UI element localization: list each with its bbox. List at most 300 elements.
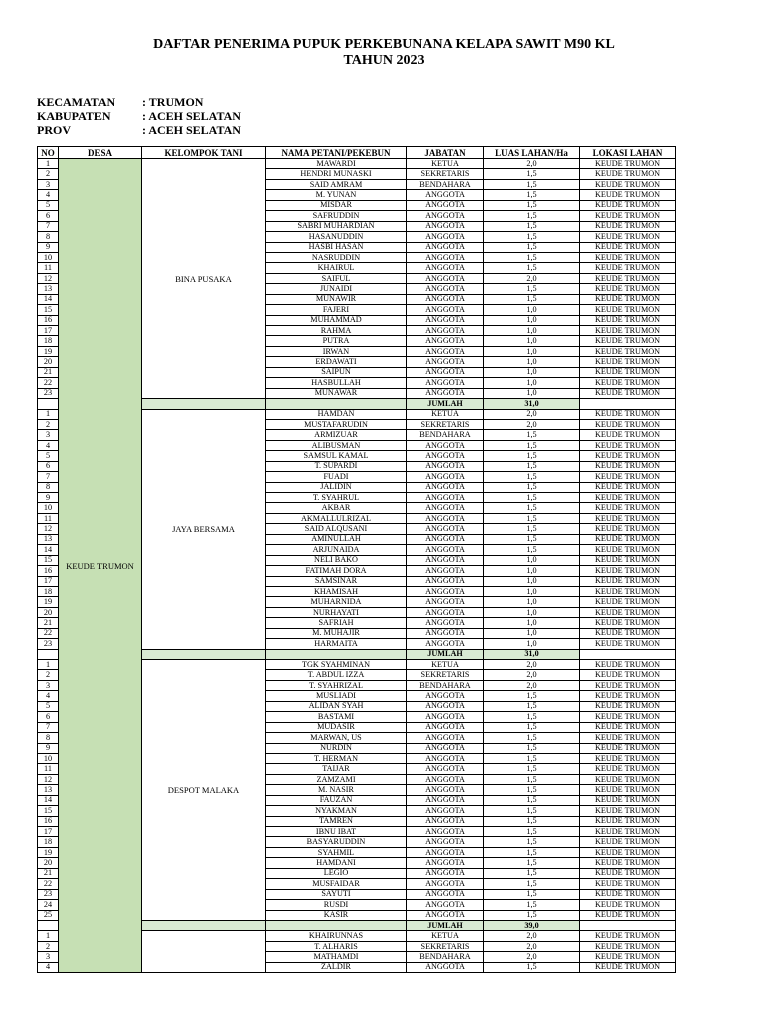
jabatan-cell: ANGGOTA bbox=[407, 816, 484, 826]
lokasi-lahan-cell: KEUDE TRUMON bbox=[580, 586, 676, 596]
luas-lahan-cell: 1,0 bbox=[484, 326, 580, 336]
luas-lahan-cell: 1,5 bbox=[484, 879, 580, 889]
row-number-cell: 9 bbox=[38, 493, 59, 503]
jabatan-cell: ANGGOTA bbox=[407, 357, 484, 367]
nama-cell: HAMDAN bbox=[266, 409, 407, 419]
jabatan-cell: ANGGOTA bbox=[407, 263, 484, 273]
luas-lahan-cell: 1,5 bbox=[484, 211, 580, 221]
lokasi-lahan-cell: KEUDE TRUMON bbox=[580, 221, 676, 231]
row-number-cell: 19 bbox=[38, 597, 59, 607]
jabatan-cell: ANGGOTA bbox=[407, 858, 484, 868]
kelompok-tani-cell: DESPOT MALAKA bbox=[142, 660, 266, 921]
jumlah-label: JUMLAH bbox=[407, 649, 484, 659]
lokasi-lahan-cell: KEUDE TRUMON bbox=[580, 774, 676, 784]
row-number-cell: 14 bbox=[38, 545, 59, 555]
lokasi-lahan-cell: KEUDE TRUMON bbox=[580, 931, 676, 941]
lokasi-lahan-cell: KEUDE TRUMON bbox=[580, 534, 676, 544]
jabatan-cell: KETUA bbox=[407, 159, 484, 169]
row-number-cell: 22 bbox=[38, 628, 59, 638]
nama-cell: IBNU IBAT bbox=[266, 827, 407, 837]
jabatan-cell: ANGGOTA bbox=[407, 451, 484, 461]
nama-cell: SYAHMIL bbox=[266, 847, 407, 857]
nama-cell: ARMIZUAR bbox=[266, 430, 407, 440]
luas-lahan-cell: 1,0 bbox=[484, 555, 580, 565]
column-header: LOKASI LAHAN bbox=[580, 147, 676, 159]
nama-cell: T. ALHARIS bbox=[266, 941, 407, 951]
luas-lahan-cell: 1,5 bbox=[484, 524, 580, 534]
jabatan-cell: ANGGOTA bbox=[407, 555, 484, 565]
lokasi-lahan-cell: KEUDE TRUMON bbox=[580, 722, 676, 732]
row-number-cell: 18 bbox=[38, 336, 59, 346]
row-number-cell: 9 bbox=[38, 242, 59, 252]
luas-lahan-cell: 1,0 bbox=[484, 597, 580, 607]
nama-cell: MUNAWIR bbox=[266, 294, 407, 304]
jabatan-cell: BENDAHARA bbox=[407, 952, 484, 962]
luas-lahan-cell: 1,5 bbox=[484, 545, 580, 555]
luas-lahan-cell: 2,0 bbox=[484, 273, 580, 283]
lokasi-lahan-cell: KEUDE TRUMON bbox=[580, 952, 676, 962]
luas-lahan-cell: 1,5 bbox=[484, 837, 580, 847]
luas-lahan-cell: 1,5 bbox=[484, 232, 580, 242]
row-number-cell: 21 bbox=[38, 367, 59, 377]
luas-lahan-cell: 1,5 bbox=[484, 200, 580, 210]
nama-cell: ARJUNAIDA bbox=[266, 545, 407, 555]
row-number-cell: 17 bbox=[38, 827, 59, 837]
row-number-cell: 17 bbox=[38, 576, 59, 586]
row-number-cell: 21 bbox=[38, 618, 59, 628]
jabatan-cell: ANGGOTA bbox=[407, 513, 484, 523]
luas-lahan-cell: 1,0 bbox=[484, 586, 580, 596]
luas-lahan-cell: 1,5 bbox=[484, 430, 580, 440]
lokasi-lahan-cell: KEUDE TRUMON bbox=[580, 566, 676, 576]
nama-cell: JALIDIN bbox=[266, 482, 407, 492]
luas-lahan-cell: 1,0 bbox=[484, 378, 580, 388]
lokasi-lahan-cell: KEUDE TRUMON bbox=[580, 701, 676, 711]
row-number-cell: 5 bbox=[38, 701, 59, 711]
nama-cell: HASBULLAH bbox=[266, 378, 407, 388]
empty-cell bbox=[580, 920, 676, 930]
jabatan-cell: ANGGOTA bbox=[407, 827, 484, 837]
nama-cell: MUNAWAR bbox=[266, 388, 407, 398]
lokasi-lahan-cell: KEUDE TRUMON bbox=[580, 211, 676, 221]
luas-lahan-cell: 1,5 bbox=[484, 900, 580, 910]
lokasi-lahan-cell: KEUDE TRUMON bbox=[580, 440, 676, 450]
jabatan-cell: ANGGOTA bbox=[407, 879, 484, 889]
row-number-cell: 16 bbox=[38, 566, 59, 576]
luas-lahan-cell: 1,5 bbox=[484, 827, 580, 837]
luas-lahan-cell: 1,5 bbox=[484, 179, 580, 189]
luas-lahan-cell: 1,5 bbox=[484, 722, 580, 732]
lokasi-lahan-cell: KEUDE TRUMON bbox=[580, 639, 676, 649]
luas-lahan-cell: 2,0 bbox=[484, 409, 580, 419]
row-number-cell: 24 bbox=[38, 900, 59, 910]
row-number-cell: 4 bbox=[38, 440, 59, 450]
row-number-cell: 2 bbox=[38, 169, 59, 179]
jabatan-cell: SEKRETARIS bbox=[407, 419, 484, 429]
lokasi-lahan-cell: KEUDE TRUMON bbox=[580, 785, 676, 795]
lokasi-lahan-cell: KEUDE TRUMON bbox=[580, 378, 676, 388]
luas-lahan-cell: 1,5 bbox=[484, 263, 580, 273]
header-value: : TRUMON bbox=[142, 95, 204, 109]
jabatan-cell: ANGGOTA bbox=[407, 305, 484, 315]
luas-lahan-cell: 1,5 bbox=[484, 764, 580, 774]
luas-lahan-cell: 1,5 bbox=[484, 284, 580, 294]
jabatan-cell: ANGGOTA bbox=[407, 795, 484, 805]
jabatan-cell: KETUA bbox=[407, 660, 484, 670]
luas-lahan-cell: 1,0 bbox=[484, 305, 580, 315]
jabatan-cell: ANGGOTA bbox=[407, 346, 484, 356]
row-number-cell: 18 bbox=[38, 837, 59, 847]
nama-cell: T. SUPARDI bbox=[266, 461, 407, 471]
lokasi-lahan-cell: KEUDE TRUMON bbox=[580, 764, 676, 774]
nama-cell: MUSTAFARUDIN bbox=[266, 419, 407, 429]
lokasi-lahan-cell: KEUDE TRUMON bbox=[580, 388, 676, 398]
lokasi-lahan-cell: KEUDE TRUMON bbox=[580, 733, 676, 743]
jabatan-cell: ANGGOTA bbox=[407, 576, 484, 586]
lokasi-lahan-cell: KEUDE TRUMON bbox=[580, 419, 676, 429]
luas-lahan-cell: 1,5 bbox=[484, 534, 580, 544]
nama-cell: SAID AMRAM bbox=[266, 179, 407, 189]
luas-lahan-cell: 1,5 bbox=[484, 858, 580, 868]
nama-cell: ZALDIR bbox=[266, 962, 407, 972]
row-number-cell: 19 bbox=[38, 847, 59, 857]
lokasi-lahan-cell: KEUDE TRUMON bbox=[580, 680, 676, 690]
luas-lahan-cell: 1,5 bbox=[484, 753, 580, 763]
row-number-cell: 3 bbox=[38, 952, 59, 962]
row-number-cell: 13 bbox=[38, 785, 59, 795]
column-header: LUAS LAHAN/Ha bbox=[484, 147, 580, 159]
luas-lahan-cell: 1,0 bbox=[484, 618, 580, 628]
row-number-cell: 23 bbox=[38, 889, 59, 899]
jabatan-cell: ANGGOTA bbox=[407, 743, 484, 753]
nama-cell: KHAIRUNNAS bbox=[266, 931, 407, 941]
luas-lahan-cell: 1,5 bbox=[484, 743, 580, 753]
jabatan-cell: ANGGOTA bbox=[407, 837, 484, 847]
lokasi-lahan-cell: KEUDE TRUMON bbox=[580, 545, 676, 555]
nama-cell: TAMREN bbox=[266, 816, 407, 826]
jabatan-cell: ANGGOTA bbox=[407, 242, 484, 252]
lokasi-lahan-cell: KEUDE TRUMON bbox=[580, 482, 676, 492]
luas-lahan-cell: 1,5 bbox=[484, 847, 580, 857]
lokasi-lahan-cell: KEUDE TRUMON bbox=[580, 618, 676, 628]
nama-cell: SAIPUN bbox=[266, 367, 407, 377]
kelompok-tani-cell: JAYA BERSAMA bbox=[142, 409, 266, 649]
luas-lahan-cell: 1,5 bbox=[484, 252, 580, 262]
jabatan-cell: ANGGOTA bbox=[407, 190, 484, 200]
empty-cell bbox=[38, 920, 59, 930]
lokasi-lahan-cell: KEUDE TRUMON bbox=[580, 284, 676, 294]
nama-cell: ALIBUSMAN bbox=[266, 440, 407, 450]
luas-lahan-cell: 1,5 bbox=[484, 461, 580, 471]
nama-cell: ZAMZAMI bbox=[266, 774, 407, 784]
luas-lahan-cell: 1,5 bbox=[484, 242, 580, 252]
jumlah-total: 39,0 bbox=[484, 920, 580, 930]
jabatan-cell: ANGGOTA bbox=[407, 722, 484, 732]
nama-cell: NURDIN bbox=[266, 743, 407, 753]
empty-cell bbox=[580, 649, 676, 659]
nama-cell: T. HERMAN bbox=[266, 753, 407, 763]
row-number-cell: 3 bbox=[38, 430, 59, 440]
row-number-cell: 8 bbox=[38, 733, 59, 743]
jabatan-cell: ANGGOTA bbox=[407, 847, 484, 857]
lokasi-lahan-cell: KEUDE TRUMON bbox=[580, 200, 676, 210]
lokasi-lahan-cell: KEUDE TRUMON bbox=[580, 712, 676, 722]
luas-lahan-cell: 1,0 bbox=[484, 336, 580, 346]
header-prov bbox=[37, 123, 241, 137]
jabatan-cell: ANGGOTA bbox=[407, 733, 484, 743]
nama-cell: NELI BAKO bbox=[266, 555, 407, 565]
nama-cell: FAJERI bbox=[266, 305, 407, 315]
luas-lahan-cell: 1,0 bbox=[484, 357, 580, 367]
jabatan-cell: ANGGOTA bbox=[407, 524, 484, 534]
nama-cell: M. MUHAJIR bbox=[266, 628, 407, 638]
jabatan-cell: ANGGOTA bbox=[407, 868, 484, 878]
nama-cell: RAHMA bbox=[266, 326, 407, 336]
row-number-cell: 11 bbox=[38, 513, 59, 523]
jabatan-cell: ANGGOTA bbox=[407, 639, 484, 649]
nama-cell: KASIR bbox=[266, 910, 407, 920]
jabatan-cell: ANGGOTA bbox=[407, 597, 484, 607]
luas-lahan-cell: 1,0 bbox=[484, 315, 580, 325]
lokasi-lahan-cell: KEUDE TRUMON bbox=[580, 326, 676, 336]
document-title: DAFTAR PENERIMA PUPUK PERKEBUNANA KELAPA SAWIT M90 KL bbox=[153, 37, 615, 52]
nama-cell: HASBI HASAN bbox=[266, 242, 407, 252]
nama-cell: MATHAMDI bbox=[266, 952, 407, 962]
nama-cell: NYAKMAN bbox=[266, 806, 407, 816]
jabatan-cell: ANGGOTA bbox=[407, 607, 484, 617]
luas-lahan-cell: 1,0 bbox=[484, 367, 580, 377]
header-kecamatan bbox=[37, 95, 203, 109]
row-number-cell: 22 bbox=[38, 378, 59, 388]
luas-lahan-cell: 2,0 bbox=[484, 680, 580, 690]
jabatan-cell: ANGGOTA bbox=[407, 336, 484, 346]
row-number-cell: 12 bbox=[38, 524, 59, 534]
jabatan-cell: ANGGOTA bbox=[407, 806, 484, 816]
jabatan-cell: ANGGOTA bbox=[407, 388, 484, 398]
luas-lahan-cell: 1,0 bbox=[484, 628, 580, 638]
jabatan-cell: ANGGOTA bbox=[407, 691, 484, 701]
luas-lahan-cell: 1,5 bbox=[484, 169, 580, 179]
lokasi-lahan-cell: KEUDE TRUMON bbox=[580, 858, 676, 868]
nama-cell: LEGIO bbox=[266, 868, 407, 878]
nama-cell: M. YUNAN bbox=[266, 190, 407, 200]
luas-lahan-cell: 1,5 bbox=[484, 221, 580, 231]
nama-cell: KHAIRUL bbox=[266, 263, 407, 273]
nama-cell: SAID ALQUSANI bbox=[266, 524, 407, 534]
luas-lahan-cell: 1,0 bbox=[484, 576, 580, 586]
row-number-cell: 4 bbox=[38, 190, 59, 200]
nama-cell: MUSLIADI bbox=[266, 691, 407, 701]
jabatan-cell: KETUA bbox=[407, 931, 484, 941]
column-header: JABATAN bbox=[407, 147, 484, 159]
empty-cell bbox=[142, 649, 266, 659]
jabatan-cell: ANGGOTA bbox=[407, 472, 484, 482]
jabatan-cell: ANGGOTA bbox=[407, 252, 484, 262]
row-number-cell: 7 bbox=[38, 221, 59, 231]
row-number-cell: 25 bbox=[38, 910, 59, 920]
row-number-cell: 2 bbox=[38, 941, 59, 951]
row-number-cell: 20 bbox=[38, 357, 59, 367]
jabatan-cell: ANGGOTA bbox=[407, 774, 484, 784]
luas-lahan-cell: 1,0 bbox=[484, 566, 580, 576]
row-number-cell: 23 bbox=[38, 639, 59, 649]
row-number-cell: 11 bbox=[38, 764, 59, 774]
luas-lahan-cell: 2,0 bbox=[484, 660, 580, 670]
jabatan-cell: ANGGOTA bbox=[407, 367, 484, 377]
jabatan-cell: ANGGOTA bbox=[407, 482, 484, 492]
nama-cell: PUTRA bbox=[266, 336, 407, 346]
nama-cell: BASYARUDDIN bbox=[266, 837, 407, 847]
jabatan-cell: ANGGOTA bbox=[407, 545, 484, 555]
luas-lahan-cell: 2,0 bbox=[484, 931, 580, 941]
luas-lahan-cell: 1,0 bbox=[484, 388, 580, 398]
luas-lahan-cell: 1,5 bbox=[484, 503, 580, 513]
nama-cell: ALIDAN SYAH bbox=[266, 701, 407, 711]
jumlah-total: 31,0 bbox=[484, 649, 580, 659]
row-number-cell: 8 bbox=[38, 482, 59, 492]
lokasi-lahan-cell: KEUDE TRUMON bbox=[580, 242, 676, 252]
header-value: : ACEH SELATAN bbox=[142, 109, 241, 123]
row-number-cell: 7 bbox=[38, 472, 59, 482]
lokasi-lahan-cell: KEUDE TRUMON bbox=[580, 628, 676, 638]
jabatan-cell: BENDAHARA bbox=[407, 680, 484, 690]
luas-lahan-cell: 2,0 bbox=[484, 670, 580, 680]
nama-cell: FAUZAN bbox=[266, 795, 407, 805]
header-kabupaten bbox=[37, 109, 241, 123]
jabatan-cell: ANGGOTA bbox=[407, 889, 484, 899]
nama-cell: HARMAITA bbox=[266, 639, 407, 649]
jabatan-cell: SEKRETARIS bbox=[407, 941, 484, 951]
lokasi-lahan-cell: KEUDE TRUMON bbox=[580, 179, 676, 189]
luas-lahan-cell: 1,5 bbox=[484, 774, 580, 784]
nama-cell: NASRUDDIN bbox=[266, 252, 407, 262]
luas-lahan-cell: 1,5 bbox=[484, 889, 580, 899]
lokasi-lahan-cell: KEUDE TRUMON bbox=[580, 430, 676, 440]
nama-cell: HENDRI MUNASKI bbox=[266, 169, 407, 179]
lokasi-lahan-cell: KEUDE TRUMON bbox=[580, 743, 676, 753]
luas-lahan-cell: 1,5 bbox=[484, 440, 580, 450]
lokasi-lahan-cell: KEUDE TRUMON bbox=[580, 660, 676, 670]
header-label: PROV bbox=[37, 123, 71, 137]
row-number-cell: 10 bbox=[38, 753, 59, 763]
lokasi-lahan-cell: KEUDE TRUMON bbox=[580, 346, 676, 356]
nama-cell: SAFRUDDIN bbox=[266, 211, 407, 221]
empty-cell bbox=[142, 399, 266, 409]
row-number-cell: 21 bbox=[38, 868, 59, 878]
luas-lahan-cell: 1,5 bbox=[484, 806, 580, 816]
row-number-cell: 15 bbox=[38, 806, 59, 816]
lokasi-lahan-cell: KEUDE TRUMON bbox=[580, 941, 676, 951]
jabatan-cell: ANGGOTA bbox=[407, 753, 484, 763]
empty-cell bbox=[38, 399, 59, 409]
jabatan-cell: ANGGOTA bbox=[407, 200, 484, 210]
nama-cell: NURHAYATI bbox=[266, 607, 407, 617]
row-number-cell: 13 bbox=[38, 534, 59, 544]
lokasi-lahan-cell: KEUDE TRUMON bbox=[580, 607, 676, 617]
lokasi-lahan-cell: KEUDE TRUMON bbox=[580, 159, 676, 169]
lokasi-lahan-cell: KEUDE TRUMON bbox=[580, 305, 676, 315]
row-number-cell: 7 bbox=[38, 722, 59, 732]
row-number-cell: 5 bbox=[38, 200, 59, 210]
row-number-cell: 14 bbox=[38, 795, 59, 805]
jabatan-cell: ANGGOTA bbox=[407, 712, 484, 722]
nama-cell: HASANUDDIN bbox=[266, 232, 407, 242]
nama-cell: SAMSUL KAMAL bbox=[266, 451, 407, 461]
lokasi-lahan-cell: KEUDE TRUMON bbox=[580, 169, 676, 179]
lokasi-lahan-cell: KEUDE TRUMON bbox=[580, 910, 676, 920]
lokasi-lahan-cell: KEUDE TRUMON bbox=[580, 461, 676, 471]
lokasi-lahan-cell: KEUDE TRUMON bbox=[580, 827, 676, 837]
luas-lahan-cell: 1,5 bbox=[484, 294, 580, 304]
luas-lahan-cell: 1,5 bbox=[484, 493, 580, 503]
luas-lahan-cell: 1,5 bbox=[484, 733, 580, 743]
jabatan-cell: ANGGOTA bbox=[407, 618, 484, 628]
lokasi-lahan-cell: KEUDE TRUMON bbox=[580, 868, 676, 878]
nama-cell: MUSFAIDAR bbox=[266, 879, 407, 889]
lokasi-lahan-cell: KEUDE TRUMON bbox=[580, 816, 676, 826]
jabatan-cell: ANGGOTA bbox=[407, 701, 484, 711]
lokasi-lahan-cell: KEUDE TRUMON bbox=[580, 597, 676, 607]
nama-cell: MUHAMMAD bbox=[266, 315, 407, 325]
luas-lahan-cell: 1,5 bbox=[484, 190, 580, 200]
nama-cell: JUNAIDI bbox=[266, 284, 407, 294]
column-header: DESA bbox=[59, 147, 142, 159]
row-number-cell: 8 bbox=[38, 232, 59, 242]
lokasi-lahan-cell: KEUDE TRUMON bbox=[580, 472, 676, 482]
jabatan-cell: ANGGOTA bbox=[407, 586, 484, 596]
jabatan-cell: ANGGOTA bbox=[407, 764, 484, 774]
lokasi-lahan-cell: KEUDE TRUMON bbox=[580, 670, 676, 680]
empty-cell bbox=[266, 920, 407, 930]
luas-lahan-cell: 1,5 bbox=[484, 472, 580, 482]
row-number-cell: 16 bbox=[38, 315, 59, 325]
row-number-cell: 12 bbox=[38, 774, 59, 784]
column-header: KELOMPOK TANI bbox=[142, 147, 266, 159]
document-year: TAHUN 2023 bbox=[343, 53, 425, 68]
luas-lahan-cell: 2,0 bbox=[484, 159, 580, 169]
lokasi-lahan-cell: KEUDE TRUMON bbox=[580, 357, 676, 367]
luas-lahan-cell: 1,5 bbox=[484, 868, 580, 878]
lokasi-lahan-cell: KEUDE TRUMON bbox=[580, 513, 676, 523]
luas-lahan-cell: 1,5 bbox=[484, 712, 580, 722]
row-number-cell: 17 bbox=[38, 326, 59, 336]
lokasi-lahan-cell: KEUDE TRUMON bbox=[580, 252, 676, 262]
row-number-cell: 16 bbox=[38, 816, 59, 826]
jabatan-cell: ANGGOTA bbox=[407, 326, 484, 336]
jabatan-cell: ANGGOTA bbox=[407, 221, 484, 231]
row-number-cell: 15 bbox=[38, 305, 59, 315]
luas-lahan-cell: 1,5 bbox=[484, 513, 580, 523]
nama-cell: MAWARDI bbox=[266, 159, 407, 169]
row-number-cell: 10 bbox=[38, 252, 59, 262]
lokasi-lahan-cell: KEUDE TRUMON bbox=[580, 555, 676, 565]
row-number-cell: 23 bbox=[38, 388, 59, 398]
luas-lahan-cell: 1,5 bbox=[484, 482, 580, 492]
header-label: KABUPATEN bbox=[37, 109, 111, 123]
luas-lahan-cell: 1,5 bbox=[484, 795, 580, 805]
jabatan-cell: ANGGOTA bbox=[407, 273, 484, 283]
nama-cell: AMINULLAH bbox=[266, 534, 407, 544]
desa-cell: KEUDE TRUMON bbox=[59, 159, 142, 973]
lokasi-lahan-cell: KEUDE TRUMON bbox=[580, 451, 676, 461]
jabatan-cell: ANGGOTA bbox=[407, 211, 484, 221]
lokasi-lahan-cell: KEUDE TRUMON bbox=[580, 900, 676, 910]
nama-cell: KHAMISAH bbox=[266, 586, 407, 596]
jabatan-cell: BENDAHARA bbox=[407, 430, 484, 440]
row-number-cell: 3 bbox=[38, 179, 59, 189]
nama-cell: RUSDI bbox=[266, 900, 407, 910]
row-number-cell: 12 bbox=[38, 273, 59, 283]
